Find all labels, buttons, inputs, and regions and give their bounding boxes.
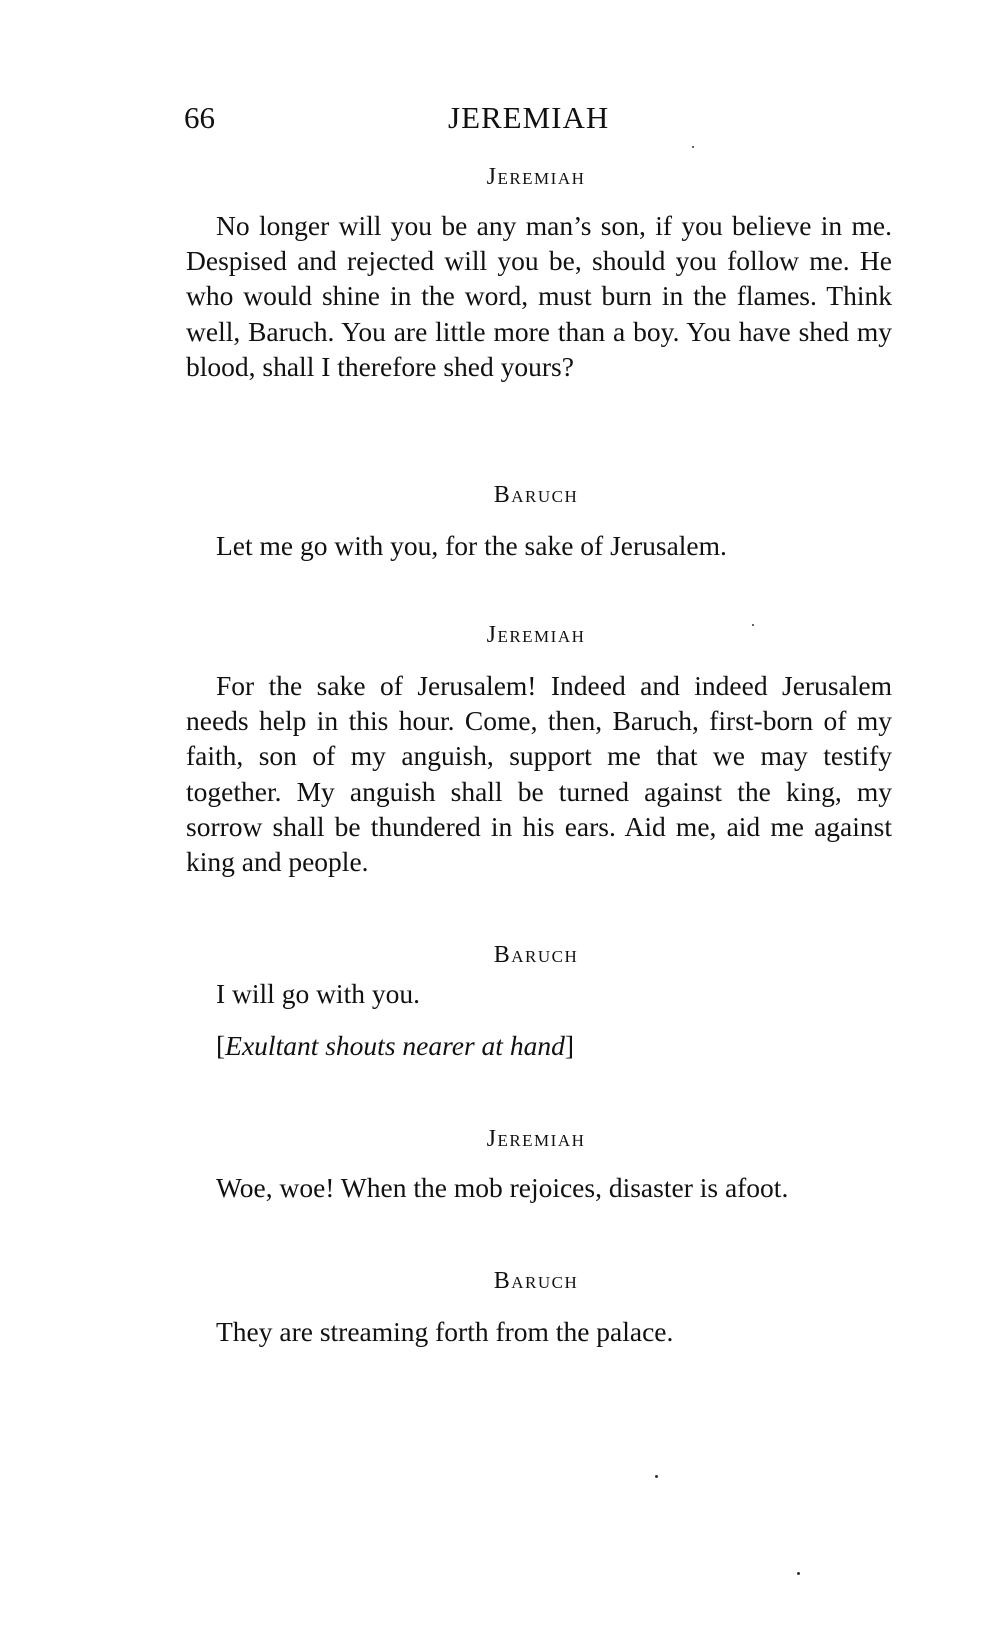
speech-text: For the sake of Jerusalem! Indeed and indeed Jerusalem needs help in this hour. Come, then, Baruch, first-born of my faith, son of my anguish, support me that we may testify together. My anguish shall be turned against the king, my sorrow shall be thundered in his ears. Aid me, aid me against king and people.	[186, 670, 892, 878]
stage-direction-text: Exultant shouts nearer at hand	[225, 1030, 565, 1061]
running-title: JEREMIAH	[448, 100, 610, 135]
scan-speck	[655, 1475, 658, 1478]
speaker-name-jeremiah: Jeremiah	[486, 164, 586, 190]
running-head	[0, 98, 1000, 138]
speaker-name-baruch: Baruch	[493, 1268, 579, 1294]
scan-speck	[752, 624, 754, 626]
page-number: 66	[184, 100, 215, 135]
stage-direction	[216, 1028, 896, 1063]
speaker-name-baruch: Baruch	[493, 482, 579, 508]
speech-text: Woe, woe! When the mob rejoices, disaster is afoot.	[216, 1172, 789, 1203]
speech-text: No longer will you be any man’s son, if you believe in me. Despised and rejected will you be, should you follow me. He who would shine in the word, must burn in the flames. Think well, Baruch. You are little more than a boy. You have shed my blood, shall I therefore shed yours?	[186, 210, 892, 382]
speaker-name-jeremiah: Jeremiah	[486, 1126, 586, 1152]
bracket-close: ]	[564, 1030, 574, 1061]
scan-speck	[692, 146, 694, 148]
bracket-open: [	[216, 1030, 226, 1061]
speaker-name-baruch: Baruch	[493, 942, 579, 968]
speech-text: Let me go with you, for the sake of Jerusalem.	[216, 530, 727, 561]
speech-text: They are streaming forth from the palace.	[216, 1316, 674, 1347]
speech-text: I will go with you.	[216, 978, 420, 1009]
scan-speck	[797, 1572, 800, 1575]
speaker-name-jeremiah: Jeremiah	[486, 622, 586, 648]
